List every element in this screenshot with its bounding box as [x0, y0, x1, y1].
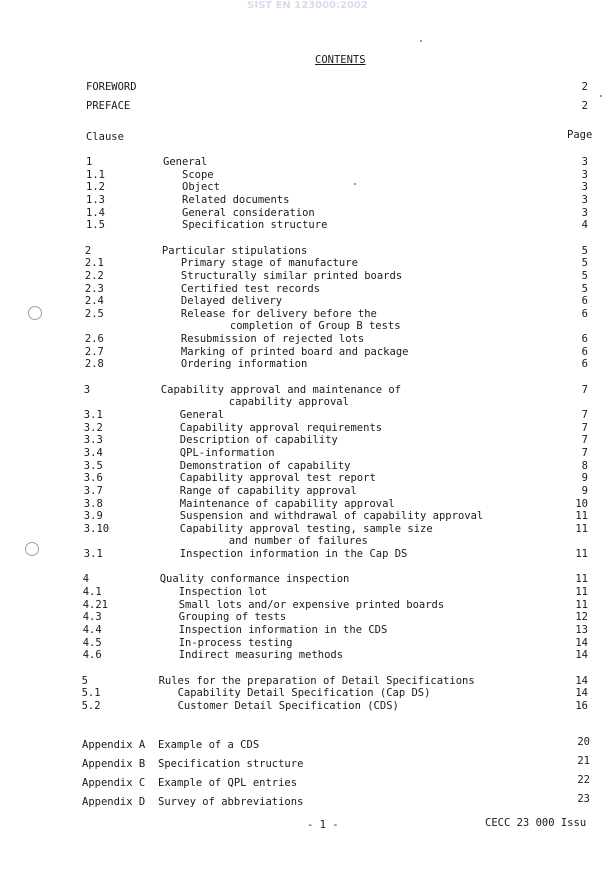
clause-number: 3.10 — [83, 523, 110, 535]
clause-title: Small lots and/or expensive printed boards — [178, 599, 445, 611]
appendix-page: 21 — [577, 755, 590, 767]
clause-number: 2.8 — [84, 358, 104, 370]
clause-title: Inspection information in the Cap DS — [179, 548, 408, 560]
column-header-clause: Clause — [86, 131, 124, 143]
appendix-title: Specification structure — [158, 758, 304, 770]
clause-number: 2.5 — [84, 308, 104, 320]
clause-number: 3.1 — [83, 409, 103, 421]
clause-page: 6 — [581, 333, 588, 345]
clause-title: General — [179, 409, 225, 421]
appendix-title: Survey of abbreviations — [158, 796, 304, 808]
clause-title: Specification structure — [182, 219, 328, 231]
clause-number: 3.7 — [83, 485, 103, 497]
clause-title: Demonstration of capability — [179, 460, 351, 472]
clause-page: 6 — [581, 358, 588, 370]
appendix-title: Example of QPL entries — [158, 777, 298, 789]
clause-title: Indirect measuring methods — [178, 649, 344, 661]
clause-page: 7 — [581, 434, 588, 446]
appendix-label: Appendix C — [82, 777, 146, 789]
clause-page: 6 — [581, 295, 588, 307]
clause-page: 11 — [575, 599, 588, 611]
appendix-title: Example of a CDS — [158, 739, 260, 751]
clause-page: 12 — [575, 611, 588, 623]
clause-number: 4 — [82, 573, 90, 585]
clause-page: 3 — [581, 207, 588, 219]
front-matter-label: PREFACE — [86, 100, 131, 112]
clause-number: 2.6 — [84, 333, 104, 345]
clause-title: QPL-information — [179, 447, 275, 459]
clause-page: 5 — [581, 270, 588, 282]
scan-speck — [600, 95, 602, 97]
appendix-label: Appendix B — [82, 758, 146, 770]
footer-page-number: - 1 - — [307, 819, 339, 831]
scan-speck — [354, 183, 356, 185]
clause-number: 2.4 — [84, 295, 104, 307]
clause-number: 3.5 — [83, 460, 103, 472]
clause-title: Capability approval and maintenance of — [160, 384, 402, 396]
watermark: SIST EN 123000:2002 — [247, 0, 368, 11]
clause-page: 9 — [581, 485, 588, 497]
clause-title: Customer Detail Specification (CDS) — [177, 700, 399, 712]
clause-title: Marking of printed board and package — [180, 346, 409, 358]
clause-title: Object — [182, 181, 220, 193]
clause-number: 1.4 — [86, 207, 105, 219]
front-matter-page: 2 — [581, 81, 588, 93]
front-matter-page: 2 — [581, 100, 588, 112]
clause-title: General consideration — [182, 207, 315, 219]
clause-page: 8 — [581, 460, 588, 472]
clause-number: 4.21 — [82, 599, 108, 611]
clause-number: 5.1 — [81, 687, 101, 699]
clause-page: 11 — [575, 573, 588, 585]
punch-hole-mark — [25, 542, 39, 556]
appendix-label: Appendix A — [82, 739, 146, 751]
clause-number: 2.2 — [84, 270, 104, 282]
clause-page: 7 — [581, 409, 588, 421]
clause-page: 5 — [581, 283, 588, 295]
clause-page: 14 — [575, 687, 588, 699]
clause-number: 3.9 — [83, 510, 103, 522]
clause-title: Particular stipulations — [161, 245, 308, 257]
clause-page: 5 — [581, 245, 588, 257]
clause-title: Maintenance of capability approval — [179, 498, 395, 510]
clause-title: Scope — [182, 169, 214, 181]
clause-number: 2.7 — [84, 346, 104, 358]
clause-number: 4.1 — [82, 586, 102, 598]
clause-number: 4.4 — [82, 624, 102, 636]
clause-number: 2.1 — [84, 257, 104, 269]
clause-number: 1.3 — [86, 194, 105, 206]
clause-page: 11 — [575, 586, 588, 598]
clause-number: 4.3 — [82, 611, 102, 623]
clause-title: Release for delivery before the — [180, 308, 377, 320]
clause-page: 3 — [581, 169, 588, 181]
clause-page: 14 — [575, 649, 588, 661]
clause-title: Inspection information in the CDS — [178, 624, 388, 636]
clause-title: Delayed delivery — [180, 295, 283, 307]
clause-number: 3.2 — [83, 422, 103, 434]
clause-title: Capability approval test report — [179, 472, 376, 484]
clause-page: 5 — [581, 257, 588, 269]
clause-number: 3.1 — [83, 548, 103, 560]
clause-title: Related documents — [182, 194, 290, 206]
clause-page: 11 — [575, 548, 588, 560]
clause-title: Grouping of tests — [178, 611, 287, 623]
clause-title: Range of capability approval — [179, 485, 357, 497]
page-title: CONTENTS — [315, 54, 366, 66]
clause-title: Capability Detail Specification (Cap DS) — [177, 687, 431, 699]
appendix-page: 20 — [577, 736, 590, 748]
clause-title: Capability approval requirements — [179, 422, 383, 434]
clause-number: 5.2 — [81, 700, 101, 712]
clause-number: 3.3 — [83, 434, 103, 446]
clause-title: Primary stage of manufacture — [180, 257, 358, 269]
clause-title: In-process testing — [178, 637, 293, 649]
clause-title: Suspension and withdrawal of capability approval — [179, 510, 484, 522]
clause-page: 3 — [581, 181, 588, 193]
front-matter-label: FOREWORD — [86, 81, 137, 93]
clause-title: Resubmission of rejected lots — [180, 333, 365, 345]
clause-number: 5 — [81, 675, 88, 687]
clause-page: 11 — [575, 523, 588, 535]
clause-title-continuation: and number of failures — [228, 535, 368, 547]
clause-page: 16 — [575, 700, 588, 712]
clause-number: 1.2 — [86, 181, 105, 193]
clause-number: 1 — [86, 156, 93, 168]
clause-number: 3 — [83, 384, 91, 396]
clause-title: Description of capability — [179, 434, 338, 446]
appendix-page: 23 — [577, 793, 590, 805]
clause-page: 6 — [581, 308, 588, 320]
clause-title: Structurally similar printed boards — [180, 270, 403, 282]
clause-title: Inspection lot — [178, 586, 268, 598]
clause-number: 3.4 — [83, 447, 103, 459]
clause-title: Certified test records — [180, 283, 320, 295]
clause-title: Capability approval testing, sample size — [179, 523, 433, 535]
footer-doc-ref: CECC 23 000 Issu — [485, 817, 587, 829]
clause-page: 14 — [575, 637, 588, 649]
clause-page: 4 — [581, 219, 588, 231]
clause-page: 7 — [581, 384, 588, 396]
appendix-page: 22 — [577, 774, 590, 786]
clause-number: 2.3 — [84, 283, 104, 295]
clause-page: 14 — [575, 675, 588, 687]
column-header-page: Page — [567, 129, 593, 141]
clause-page: 7 — [581, 422, 588, 434]
clause-title-continuation: capability approval — [228, 396, 349, 408]
punch-hole-mark — [28, 306, 42, 320]
clause-number: 4.6 — [82, 649, 102, 661]
appendix-label: Appendix D — [82, 796, 146, 808]
clause-number: 3.6 — [83, 472, 103, 484]
clause-title: Ordering information — [180, 358, 308, 370]
clause-title-continuation: completion of Group B tests — [229, 320, 401, 332]
scan-speck — [420, 40, 422, 42]
clause-page: 7 — [581, 447, 588, 459]
clause-title: Rules for the preparation of Detail Specifications — [158, 675, 475, 687]
clause-number: 3.8 — [83, 498, 103, 510]
clause-number: 2 — [84, 245, 92, 257]
clause-title: General — [163, 156, 208, 168]
clause-page: 6 — [581, 346, 588, 358]
clause-page: 3 — [581, 194, 588, 206]
clause-page: 10 — [575, 498, 588, 510]
clause-number: 4.5 — [82, 637, 102, 649]
clause-title: Quality conformance inspection — [159, 573, 350, 585]
clause-number: 1.1 — [86, 169, 105, 181]
clause-page: 11 — [575, 510, 588, 522]
clause-page: 9 — [581, 472, 588, 484]
clause-page: 3 — [581, 156, 588, 168]
clause-number: 1.5 — [86, 219, 105, 231]
clause-page: 13 — [575, 624, 588, 636]
